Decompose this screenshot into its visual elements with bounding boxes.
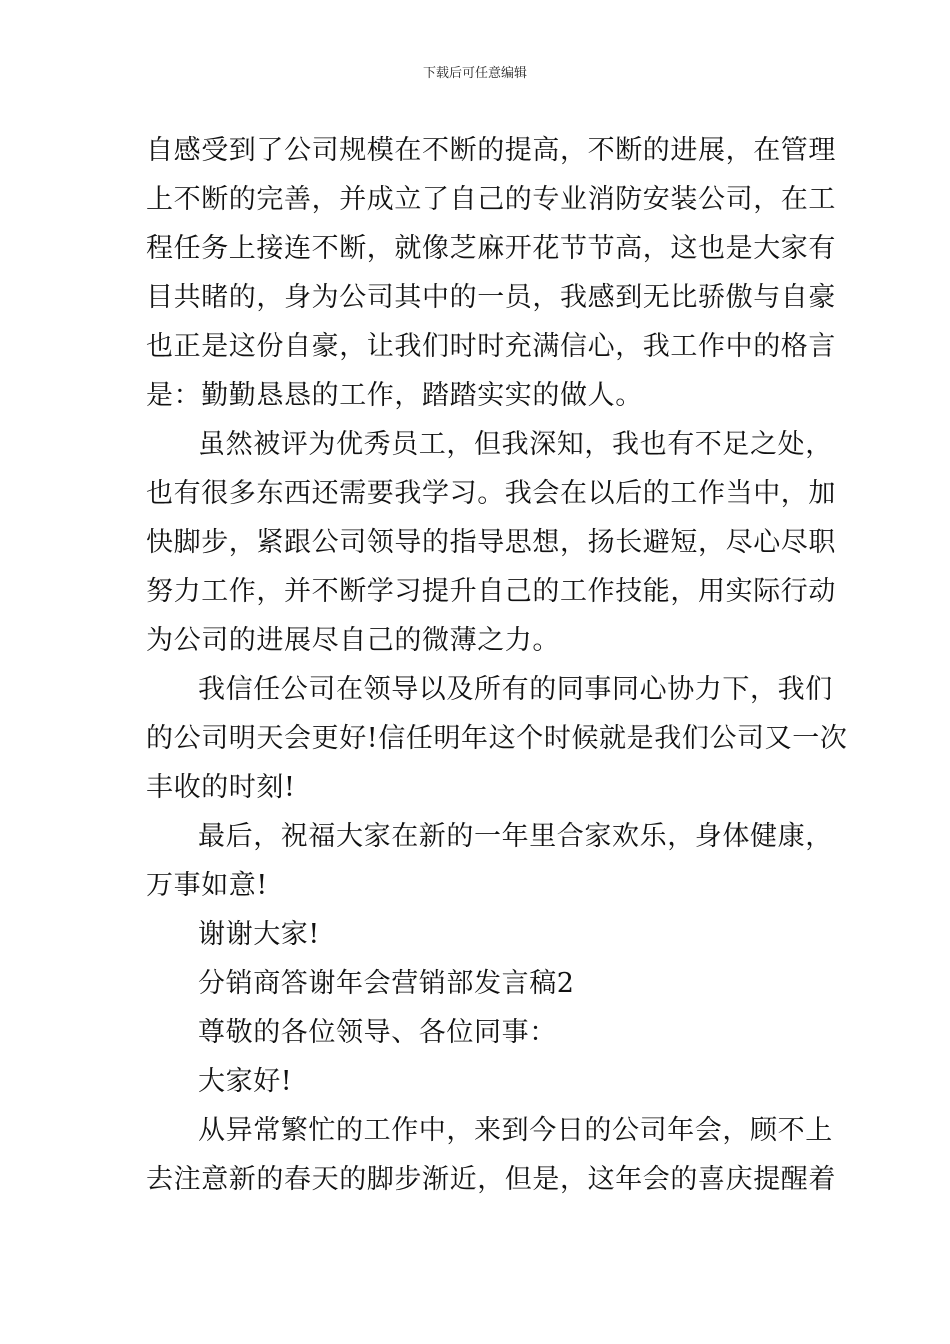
text-line: 目共睹的，身为公司其中的一员，我感到无比骄傲与自豪 [146, 282, 836, 313]
paragraph-start-line: 从异常繁忙的工作中，来到今日的公司年会，顾不上 [198, 1115, 833, 1146]
text-line: 努力工作，并不断学习提升自己的工作技能，用实际行动 [146, 576, 836, 607]
paragraph-start-line: 最后，祝福大家在新的一年里合家欢乐，身体健康， [198, 821, 833, 852]
text-line: 的公司明天会更好!信任明年这个时候就是我们公司又一次 [146, 723, 848, 754]
text-line: 上不断的完善，并成立了自己的专业消防安装公司，在工 [146, 184, 836, 215]
text-line: 程任务上接连不断，就像芝麻开花节节高，这也是大家有 [146, 233, 836, 264]
section-title-line: 分销商答谢年会营销部发言稿2 [198, 968, 575, 999]
text-line: 是：勤勤恳恳的工作，踏踏实实的做人。 [146, 380, 643, 411]
text-line: 去注意新的春天的脚步渐近，但是，这年会的喜庆提醒着 [146, 1164, 836, 1195]
text-line: 为公司的进展尽自己的微薄之力。 [146, 625, 560, 656]
text-line: 快脚步，紧跟公司领导的指导思想，扬长避短，尽心尽职 [146, 527, 836, 558]
document-body [146, 126, 848, 1204]
text-line: 自感受到了公司规模在不断的提高，不断的进展，在管理 [146, 135, 836, 166]
text-line: 丰收的时刻! [146, 772, 296, 803]
greeting-line: 大家好! [198, 1066, 293, 1097]
paragraph-start-line: 我信任公司在领导以及所有的同事同心协力下，我们 [198, 674, 833, 705]
page-header: 下载后可任意编辑 [422, 66, 527, 81]
text-line: 也有很多东西还需要我学习。我会在以后的工作当中，加 [146, 478, 836, 509]
paragraph-start-line: 谢谢大家! [198, 919, 320, 950]
paragraph-start-line: 虽然被评为优秀员工，但我深知，我也有不足之处， [198, 429, 833, 460]
salutation-line: 尊敬的各位领导、各位同事： [198, 1017, 557, 1048]
text-line: 也正是这份自豪，让我们时时充满信心，我工作中的格言 [146, 331, 836, 362]
text-line: 万事如意! [146, 870, 268, 901]
